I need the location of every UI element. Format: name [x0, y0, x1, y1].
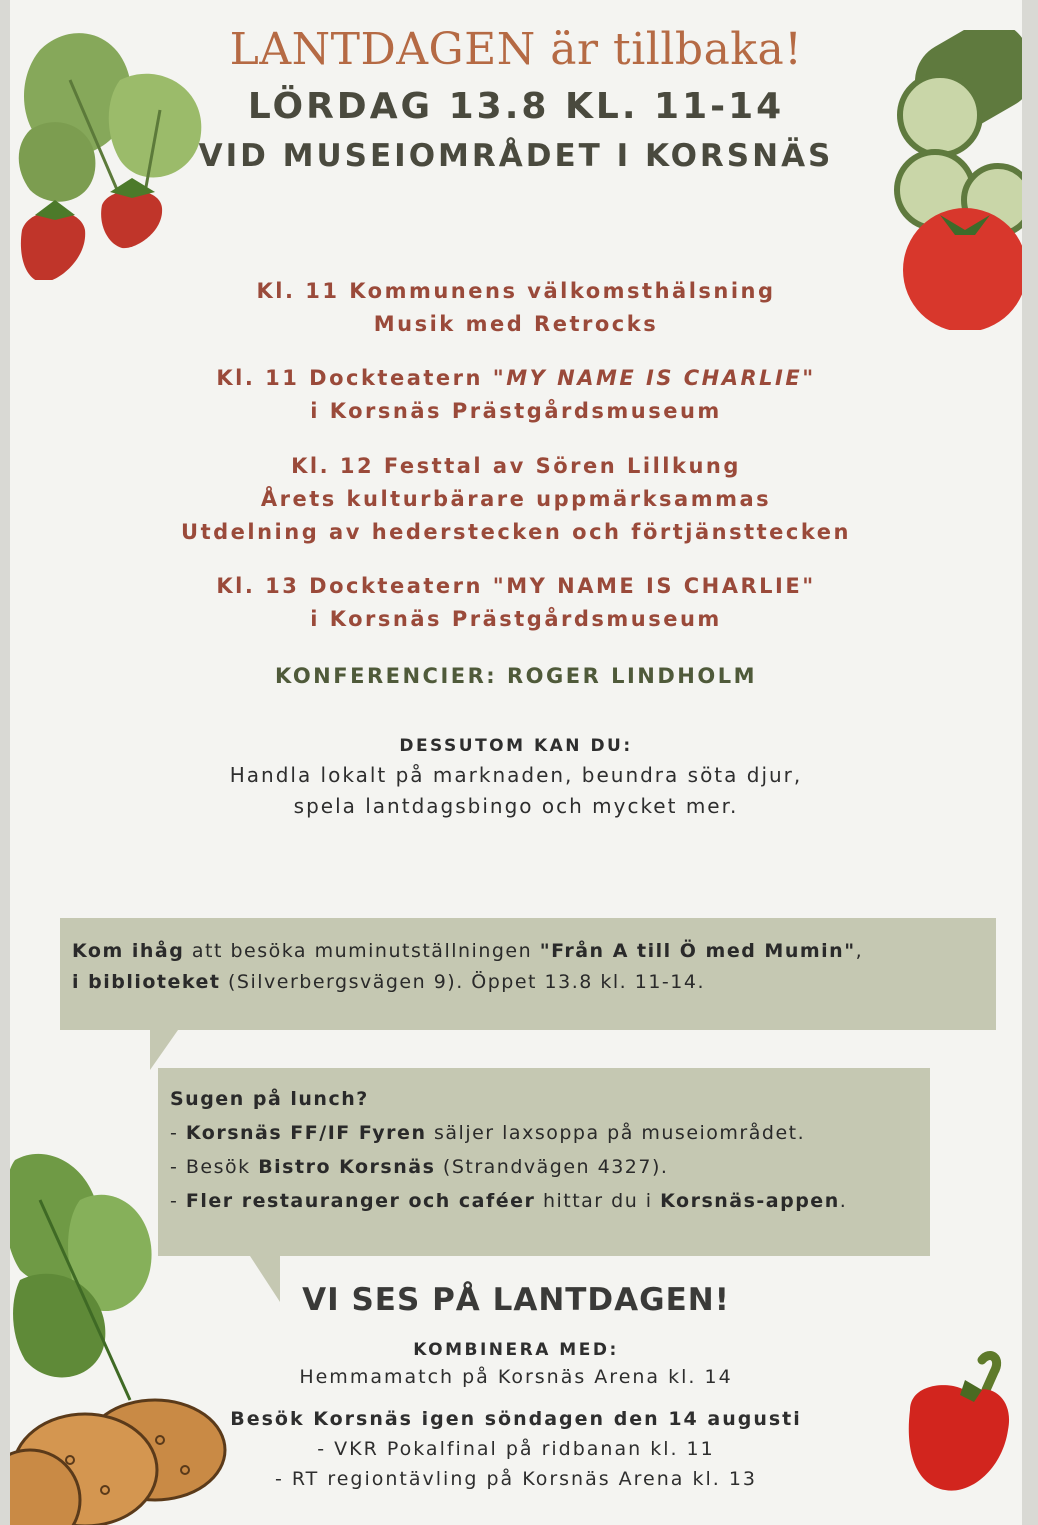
program-line: Kl. 12 Festtal av Sören Lillkung [291, 454, 741, 478]
program-line: i Korsnäs Prästgårdsmuseum [310, 399, 722, 423]
program-line: Utdelning av hederstecken och förtjänsttecken [181, 520, 851, 544]
program-line: i Korsnäs Prästgårdsmuseum [310, 607, 722, 631]
sunday-heading: Besök Korsnäs igen söndagen den 14 augusti [230, 1408, 802, 1430]
program-line: Musik med Retrocks [373, 312, 659, 336]
poster [10, 0, 1022, 1525]
program-item-1 [10, 275, 1022, 341]
lunch-text: Sugen på lunch? - Korsnäs FF/IF Fyren säljer laxsoppa på museiområdet. - Besök Bistro Korsnäs (Strandvägen 4327). - Fler restauranger och caféer hittar du i Korsnäs-appen. [170, 1088, 848, 1212]
speech-tail [150, 1030, 178, 1070]
extra-heading: DESSUTOM KAN DU: [399, 736, 633, 756]
program-item-4 [10, 570, 1022, 636]
reminder-box [60, 918, 996, 1030]
program-item-2 [10, 362, 1022, 428]
see-you-heading: VI SES PÅ LANTDAGEN! [302, 1282, 730, 1318]
program-line: Kl. 11 Dockteatern "MY NAME IS CHARLIE" [216, 366, 816, 390]
sunday-event-1: - VKR Pokalfinal på ridbanan kl. 11 [317, 1438, 715, 1460]
lunch-box [158, 1068, 930, 1256]
program-line: Kl. 13 Dockteatern "MY NAME IS CHARLIE" [216, 574, 816, 598]
program-line: Kl. 11 Kommunens välkomsthälsning [256, 279, 776, 303]
event-title: LANTDAGEN är tillbaka! [229, 24, 803, 75]
play-title: "MY NAME IS CHARLIE" [492, 366, 816, 390]
event-place: VID MUSEIOMRÅDET I KORSNÄS [198, 138, 834, 174]
reminder-text: Kom ihåg att besöka muminutställningen "Från A till Ö med Mumin", i biblioteket (Silverbergsvägen 9). Öppet 13.8 kl. 11-14. [72, 940, 864, 993]
host-line: KONFERENCIER: ROGER LINDHOLM [275, 664, 757, 688]
program-line: Årets kulturbärare uppmärksammas [260, 487, 772, 511]
event-date: LÖRDAG 13.8 KL. 11-14 [247, 86, 785, 127]
program-item-3 [10, 450, 1022, 549]
sunday-event-2: - RT regiontävling på Korsnäs Arena kl. 13 [274, 1468, 758, 1490]
combine-line: Hemmamatch på Korsnäs Arena kl. 14 [299, 1366, 733, 1388]
combine-heading: KOMBINERA MED: [413, 1340, 619, 1360]
extra-text: Handla lokalt på marknaden, beundra söta djur, spela lantdagsbingo och mycket mer. [229, 763, 803, 818]
